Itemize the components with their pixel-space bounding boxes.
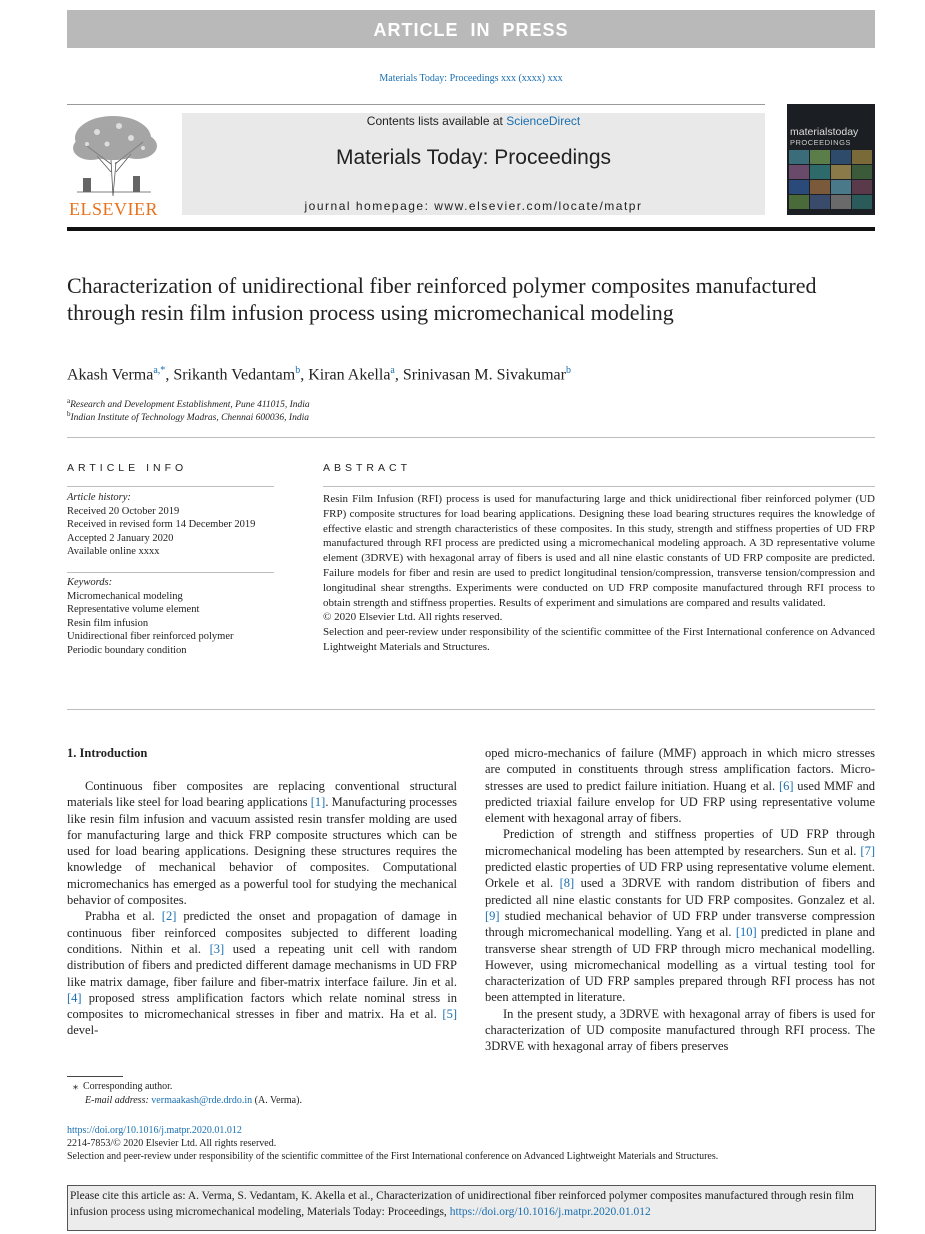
abstract-paragraph: Resin Film Infusion (RFI) process is used for manufacturing large and thick unidirectional fiber reinforced polymer (UD FRP) composite structures for load bearing applications. Designing these load bearing structures requires the knowledge of effective elastic and strength characteristics of these composites. In this study, strength and stiffness properties of UD FRP manufactured through RFI process are predicted using a micromechanical modeling approach. A 3D representative volume element (3DRVE) with hexagonal array of fibers is used and all nine elastic constants of UD FRP composite are predicted. Failure models for fiber and resin are used to predict longitudinal tension/compression, transverse tension/compression and longitudinal shear strengths. Experiments were conducted on UD FRP composite manufactured through RFI process to obtain strength and stiffness properties. Results of experiment and simulations are compared and results validated. (323, 493, 875, 609)
footnote-star: ⁎ (73, 1081, 78, 1092)
author-affiliation-mark[interactable]: b (295, 365, 301, 376)
email-suffix: (A. Verma). (252, 1095, 302, 1106)
article-history (67, 491, 277, 559)
keywords-rule (67, 572, 274, 573)
intro-paragraph-2 (67, 908, 457, 1038)
issn-line: 2214-7853/© 2020 Elsevier Ltd. All rights reserved. (67, 1138, 277, 1149)
affiliation-mark: a (67, 397, 71, 405)
intro-column-left (67, 778, 457, 1039)
journal-homepage[interactable]: journal homepage: www.elsevier.com/locate/matpr (304, 199, 643, 213)
author-name[interactable]: Akash Verma (67, 366, 154, 384)
author-name[interactable]: , Srinivasan M. Sivakumar (394, 366, 566, 384)
footnote-rule (67, 1076, 123, 1077)
abstract-heading: ABSTRACT (323, 462, 412, 474)
citation-link[interactable]: [7] (860, 843, 875, 858)
contents-available-line (182, 114, 765, 128)
author-affiliation-mark[interactable]: b (565, 365, 571, 376)
citation-box (67, 1185, 876, 1231)
elsevier-wordmark: ELSEVIER (69, 199, 158, 219)
citation-link[interactable]: [10] (735, 925, 757, 940)
citation-link[interactable]: [3] (209, 941, 225, 956)
affiliation-mark: b (67, 410, 71, 418)
journal-title: Materials Today: Proceedings (335, 146, 612, 169)
author-name[interactable]: , Srikanth Vedantam (165, 366, 296, 384)
footnote-text: Corresponding author. (83, 1081, 173, 1092)
keyword-item: Periodic boundary condition (67, 644, 187, 656)
intro-heading: 1. Introduction (67, 746, 148, 760)
affiliation-text: Indian Institute of Technology Madras, Chennai 600036, India (70, 413, 309, 424)
text-run: used a repeating unit cell with random distribution of fibers and predicted different damage mechanisms in UD FRP like matrix damage, fiber failure and fiber-matrix interface failure. Jin et al. (67, 941, 457, 989)
text-run: used MMF and predicted triaxial failure envelop for UD FRP using representative volume element with hexagonal array of fibers. (485, 778, 875, 826)
email-link[interactable]: vermaakash@rde.drdo.in (151, 1095, 253, 1106)
intro-paragraph-1 (67, 778, 457, 908)
history-accepted: Accepted 2 January 2020 (67, 532, 174, 544)
citation-link[interactable]: [8] (559, 876, 575, 891)
citation-text: Please cite this article as: A. Verma, S. Vedantam, K. Akella et al., Characterization of unidirectional fiber reinforced polymer composites manufactured through resin film infusion process using micromechanical modeling, Materials Today: Proceedings, (70, 1190, 854, 1218)
keyword-item: Resin film infusion (67, 617, 149, 629)
text-run: devel- (67, 1023, 99, 1038)
keywords-label: Keywords: (67, 577, 113, 588)
journal-reference-link[interactable]: Materials Today: Proceedings xxx (xxxx) xxx (379, 73, 563, 84)
abstract-rule (323, 486, 875, 487)
text-run: Continuous fiber composites are replacing conventional structural materials like steel for load bearing applications (67, 779, 457, 810)
author-affiliation-mark[interactable]: a,* (153, 365, 166, 376)
cover-title: materialstoday (790, 126, 859, 138)
abstract-peer-review: Selection and peer-review under responsibility of the scientific committee of the First International conference on Advanced Lightweight Materials and Structures. (323, 626, 875, 653)
header-divider (67, 104, 765, 105)
history-label: Article history: (67, 492, 131, 503)
text-run: used a 3DRVE with random distribution of fibers and predicted all nine elastic constants for UD FRP composites. Gonzalez et al. (485, 876, 875, 907)
affiliation-text: Research and Development Establishment, Pune 411015, India (70, 400, 310, 411)
email-label: E-mail address: (85, 1095, 152, 1106)
author-affiliation-mark[interactable]: a (390, 365, 395, 376)
corresponding-author-note (73, 1080, 302, 1094)
text-run: predicted the onset and propagation of damage in continuous fiber reinforced composites subjected to different loading conditions. Nithin et al. (67, 909, 457, 956)
citation-link[interactable]: [6] (778, 778, 794, 793)
text-run: predicted elastic properties of UD FRP using representative volume element. Orkele et al. (485, 860, 875, 891)
citation-link[interactable]: [9] (485, 908, 500, 923)
text-run: predicted in plane and transverse shear strength of UD FRP through micro mechanical modelling. However, using micromechanical modelling as a virtual testing tool for characterization of UD FRP samples prepared through RFI process has not been attempted in literature. (485, 925, 875, 1005)
keyword-item: Unidirectional fiber reinforced polymer (67, 631, 234, 642)
history-received: Received 20 October 2019 (67, 505, 180, 517)
intro-paragraph-5: In the present study, a 3DRVE with hexagonal array of fibers is used for characterization of UD composite manufactured through RFI process. The 3DRVE with hexagonal array of fibers preserves (485, 1006, 875, 1054)
intro-paragraph-3 (485, 745, 875, 826)
doi-link[interactable]: https://doi.org/10.1016/j.matpr.2020.01.012 (67, 1125, 242, 1136)
abstract-copyright: © 2020 Elsevier Ltd. All rights reserved. (323, 611, 503, 624)
contents-prefix: Contents lists available at (366, 114, 507, 128)
article-info-rule (67, 486, 274, 487)
citation-link[interactable]: [4] (67, 990, 82, 1005)
footnote (73, 1080, 302, 1108)
cover-subtitle: PROCEEDINGS (790, 138, 851, 147)
affiliation-a (67, 397, 567, 410)
section-divider (67, 437, 875, 438)
email-line (73, 1094, 302, 1108)
author-list (67, 365, 875, 384)
history-revised: Received in revised form 14 December 2019 (67, 519, 256, 530)
footer-peer-review: Selection and peer-review under responsibility of the scientific committee of the First International conference on Advanced Lightweight Materials and Structures. (67, 1151, 719, 1162)
keyword-item: Representative volume element (67, 604, 200, 615)
citation-link[interactable]: [1] (310, 795, 326, 810)
author-name[interactable]: , Kiran Akella (300, 366, 391, 384)
text-run: studied mechanical behavior of UD FRP under transverse compression through micromechanical modelling. Yang et al. (485, 908, 875, 940)
page-footer (67, 1124, 875, 1163)
article-info-heading: ARTICLE INFO (67, 462, 188, 474)
citation-doi-link[interactable]: https://doi.org/10.1016/j.matpr.2020.01.012 (449, 1206, 651, 1218)
text-run: . Manufacturing processes like resin film infusion and vacuum assisted resin transfer molding are used for manufacturing large and thick FRP composite structures which can be used for load bearing applications. Designing these structures requires the knowledge of mechanical behavior of composites. Computational micromechanics has emerged as a powerful tool for studying the mechanical behavior of composites. (67, 795, 457, 908)
history-online: Available online xxxx (67, 546, 160, 557)
article-title: Characterization of unidirectional fiber reinforced polymer composites manufactured through resin film infusion process using micromechanical modeling (67, 273, 817, 325)
keyword-item: Micromechanical modeling (67, 590, 183, 602)
citation-link[interactable]: [2] (161, 909, 177, 924)
affiliation-b (67, 410, 567, 423)
abstract-body (323, 492, 875, 655)
sciencedirect-link[interactable]: ScienceDirect (506, 114, 581, 128)
article-in-press-bar: ARTICLE IN PRESS (67, 10, 875, 48)
keywords-block (67, 576, 277, 657)
intro-column-right (485, 745, 875, 1055)
citation-link[interactable]: [5] (442, 1007, 457, 1022)
cover-mosaic (789, 150, 873, 210)
header-thick-rule (67, 227, 875, 231)
text-run: oped micro-mechanics of failure (MMF) approach in which micro stresses are computed in constituents through stress amplification factors. Micro-stresses are used to predict failure initiation. Huang et al. (485, 746, 875, 793)
section-divider (67, 709, 875, 710)
text-run: Prabha et al. (85, 909, 162, 924)
intro-paragraph-4 (485, 826, 875, 1005)
journal-cover-image (787, 104, 875, 215)
text-run: Prediction of strength and stiffness properties of UD FRP through micromechanical modeling has been attempted by researchers. Sun et al. (485, 827, 875, 858)
text-run: proposed stress amplification factors which relate nominal stress in composites to micromechanical stresses in fiber and matrix. Ha et al. (67, 990, 457, 1022)
